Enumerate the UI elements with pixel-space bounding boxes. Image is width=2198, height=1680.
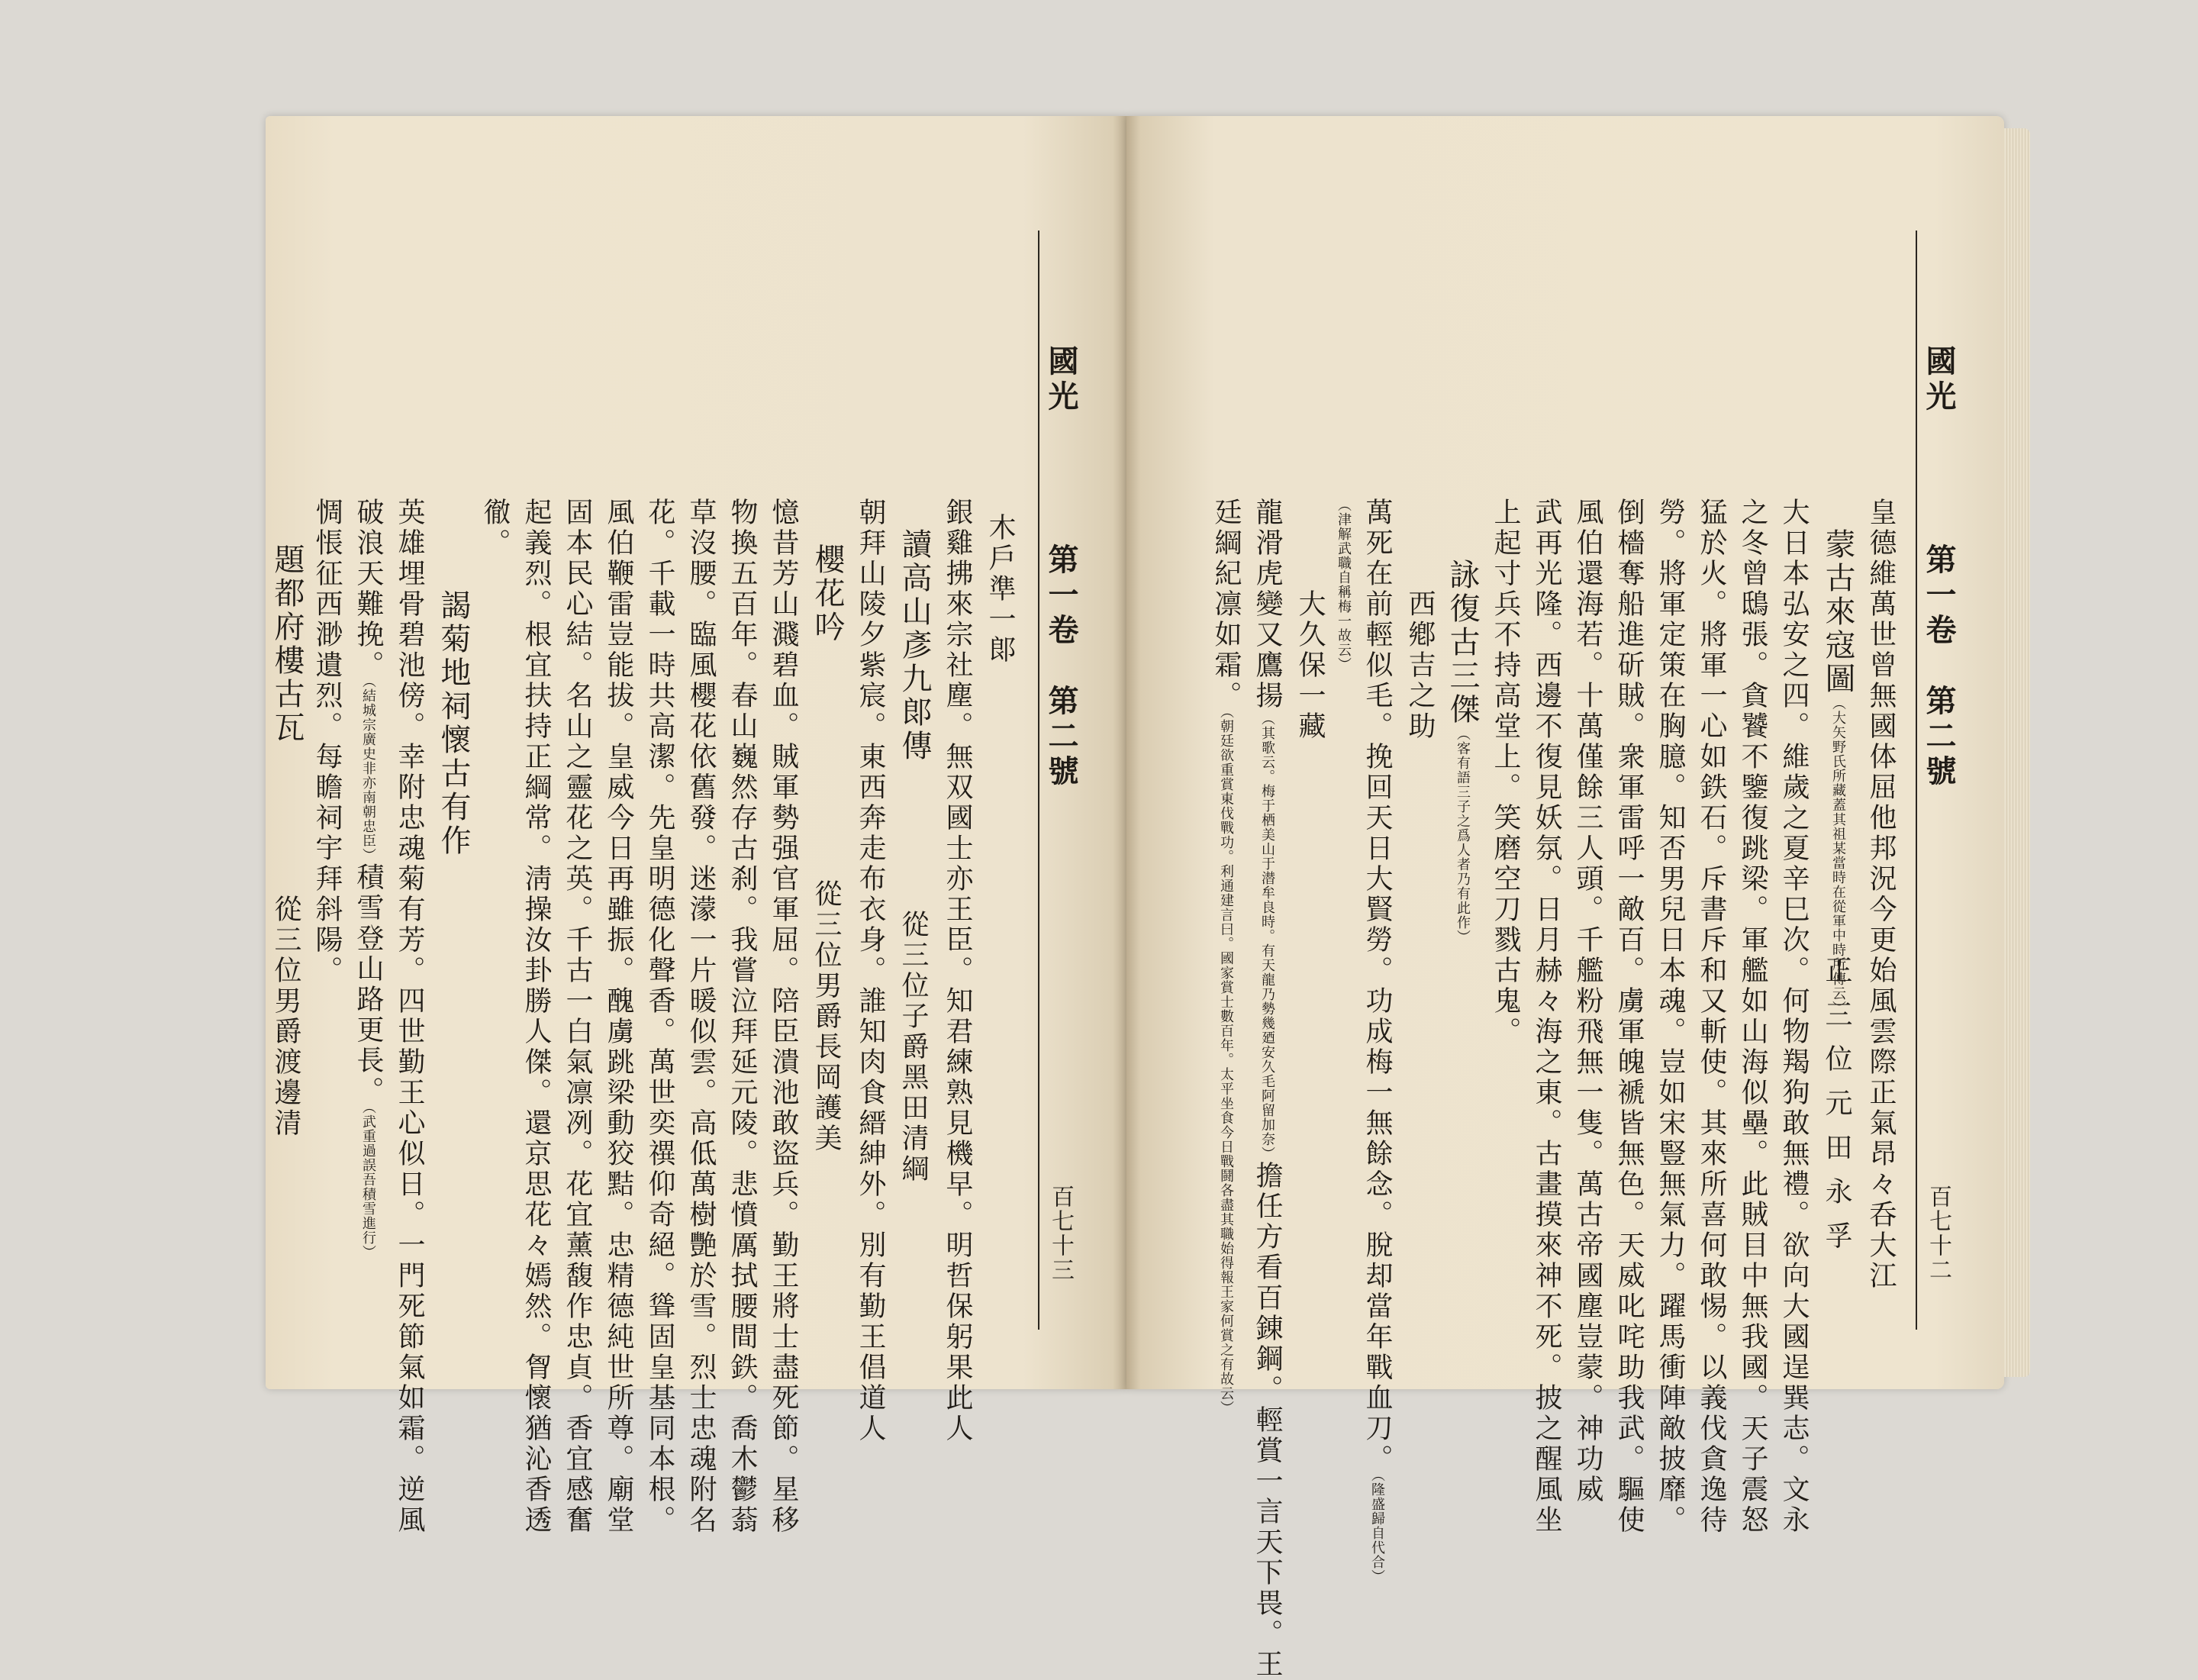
right-col-8: 風伯還海若。十萬僅餘三人頭。千艦粉飛無一隻。萬古帝國塵豈蒙。神功威 <box>1572 498 1603 1505</box>
left-header-rule <box>1038 231 1039 1330</box>
right-volume: 第一卷 <box>1921 543 1957 649</box>
right-col-2-note: （大矢野氏所藏蓋其祖某當時在從軍中時所傳云） <box>1830 696 1846 1015</box>
right-col-16 <box>1253 498 1281 1680</box>
left-col-20-title-tofuro: 題都府樓古瓦 <box>269 543 305 745</box>
right-col-2-title-text: 蒙古來寇圖 <box>1820 528 1855 696</box>
right-col-5: 猛於火。將軍一心如鉄石。斥書斥和又斬使。其來所喜何敢惕。以義伐貪逸待 <box>1696 498 1727 1536</box>
right-col-15-name-okubo: 大久保一藏 <box>1294 589 1326 742</box>
left-col-8: 憶昔芳山濺碧血。賊軍勢强官軍屈。陪臣潰池敢盜兵。勤王將士盡死節。星移 <box>768 498 799 1536</box>
right-col-11-note: （客有語三子之爲人者乃有此作） <box>1455 727 1471 944</box>
right-col-2-author-motoda: 正三位元田永孚 <box>1821 956 1852 1266</box>
left-issue: 第二號 <box>1043 685 1079 790</box>
right-col-11-title-text: 詠復古三傑 <box>1445 559 1480 727</box>
left-col-2: 銀雞拂來宗社塵。無双國士亦王臣。知君練熟見機早。明哲保躬果此人 <box>942 498 973 1444</box>
left-col-13: 固本民心結。名山之靈花之英。千古一白氣凛冽。花宜薰馥作忠貞。香宜感奮 <box>562 498 593 1536</box>
left-col-12: 風伯鞭雷豈能拔。皇威今日再雖振。醜虜跳梁動狡黠。忠精德純世所尊。廟堂 <box>603 498 634 1536</box>
right-col-16-text-b: 擔任方看百錬鋼。輕賞一言天下畏。王 <box>1252 1161 1283 1680</box>
right-issue: 第二號 <box>1921 685 1957 790</box>
right-col-13-note: （隆盛歸自代合） <box>1369 1475 1385 1584</box>
page-edges <box>2004 128 2030 1377</box>
right-col-2-title-mongol <box>1820 528 1855 1015</box>
right-col-12-name-saigo: 西鄕吉之助 <box>1404 589 1436 742</box>
right-col-7: 倒檣奪船進斫賊。衆軍雷呼一敵百。虜軍魄褫皆無色。天威叱咤助我武。驅使 <box>1613 498 1645 1536</box>
left-col-5: 朝拜山陵夕紫宸。東西奔走布衣身。誰知肉食縉紳外。別有勤王倡道人 <box>855 498 886 1444</box>
left-col-7-author-nagaoka: 從三位男爵長岡護美 <box>811 879 842 1154</box>
left-col-17: 英雄埋骨碧池傍。幸附忠魂菊有芳。四世勤王心似日。一門死節氣如霜。逆風 <box>394 498 425 1536</box>
left-col-20-author-watanabe: 從三位男爵渡邊清 <box>270 895 301 1139</box>
left-volume: 第一卷 <box>1043 543 1079 649</box>
left-col-15: 徹。 <box>479 498 511 559</box>
right-col-14-note: （津解武職自稱梅一故云） <box>1336 498 1352 672</box>
right-col-17-note: （朝廷欲重賞東伐戰功。利通建言曰。國家賞士數百年。太平坐食今日戰鬪各盡其職始得報王家何賞之有故云） <box>1218 711 1234 1415</box>
right-page <box>1126 116 2004 1680</box>
right-col-1: 皇德維萬世曾無國体屈他邦況今更始風雲際正氣昂々呑大江 <box>1865 498 1897 1291</box>
right-col-9: 武再光隆。西邊不復見妖氛。日月赫々海之東。古畫摸來神不死。披之醒風坐 <box>1531 498 1562 1536</box>
left-page <box>266 116 1126 1536</box>
left-col-10: 草沒腰。臨風櫻花依舊發。迷濛一片暖似雲。高低萬樹艷於雪。烈士忠魂附名 <box>685 498 717 1536</box>
left-col-1-author-kido: 木戶準一郞 <box>985 513 1016 666</box>
right-col-16-text-a: 龍滑虎變又鷹揚 <box>1252 498 1283 711</box>
book-gutter <box>1113 116 1140 1389</box>
right-col-6: 勞。將軍定策在胸臆。知否男兒日本魂。豈如宋豎無氣力。躍馬衝陣敵披靡。 <box>1655 498 1686 1536</box>
right-col-17 <box>1210 498 1242 1415</box>
left-col-18-text-a: 破浪天難挽。 <box>353 498 384 681</box>
left-col-18 <box>354 498 382 1259</box>
right-col-4: 之冬曾鴟張。貪饕不鑒復跳梁。軍艦如山海似壘。此賊目中無我國。天子震怒 <box>1737 498 1768 1536</box>
left-col-11: 花。千載一時共高潔。先皇明德化聲香。萬世奕禩仰奇絕。聳固皇基同本根。 <box>644 498 675 1536</box>
right-page-number: 百七十二 <box>1925 1185 1951 1282</box>
left-col-3-title-takayama: 讀高山彥九郞傳 <box>897 528 932 763</box>
right-col-17-text: 廷綱紀凛如霜。 <box>1210 498 1242 711</box>
left-col-18-text-b: 積雪登山路更長。 <box>353 863 384 1107</box>
left-col-18-note-a: （結城宗廣史非亦南朝忠臣） <box>360 681 376 863</box>
left-col-9: 物換五百年。春山巍然存古刹。我嘗泣拜延元陵。悲憤厲拭腰間鉄。喬木鬱蓊 <box>727 498 758 1536</box>
right-journal-title: 國光 <box>1921 345 1957 415</box>
right-col-11-title-sanketsu <box>1447 559 1478 944</box>
right-col-13-text: 萬死在前輕似毛。挽回天日大賢勞。功成梅一無餘念。脫却當年戰血刀。 <box>1362 498 1393 1475</box>
open-book <box>266 116 2004 1680</box>
left-col-4-author-kuroda: 從三位子爵黑田清綱 <box>898 910 929 1185</box>
left-col-18-note-b: （武重過誤吾積雪進行） <box>360 1107 376 1259</box>
left-col-16-title-kikuchi: 謁菊地祠懷古有作 <box>436 589 471 858</box>
left-journal-title: 國光 <box>1043 345 1079 415</box>
left-page-number: 百七十三 <box>1047 1185 1074 1282</box>
left-col-19: 惆悵征西渺遺烈。每瞻祠宇拜斜陽。 <box>311 498 343 986</box>
right-col-3: 大日本弘安之四。維歲之夏辛巳次。何物羯狗敢無禮。欲向大國逞巽志。文永 <box>1778 498 1810 1536</box>
left-col-14: 起義烈。根宜扶持正綱常。淸操汝卦勝人傑。還京思花々嫣然。胷懷猶沁香透 <box>520 498 552 1536</box>
right-header-rule <box>1916 231 1917 1330</box>
right-col-16-note: （其歌云。梅于栖美山于潜牟良時。有天龍乃勢幾廼安久毛阿留加奈） <box>1259 711 1275 1161</box>
right-col-10: 上起寸兵不持高堂上。笑磨空刀戮古鬼。 <box>1490 498 1521 1047</box>
left-col-6-title-sakura: 櫻花吟 <box>810 543 845 644</box>
right-col-13 <box>1363 498 1391 1584</box>
